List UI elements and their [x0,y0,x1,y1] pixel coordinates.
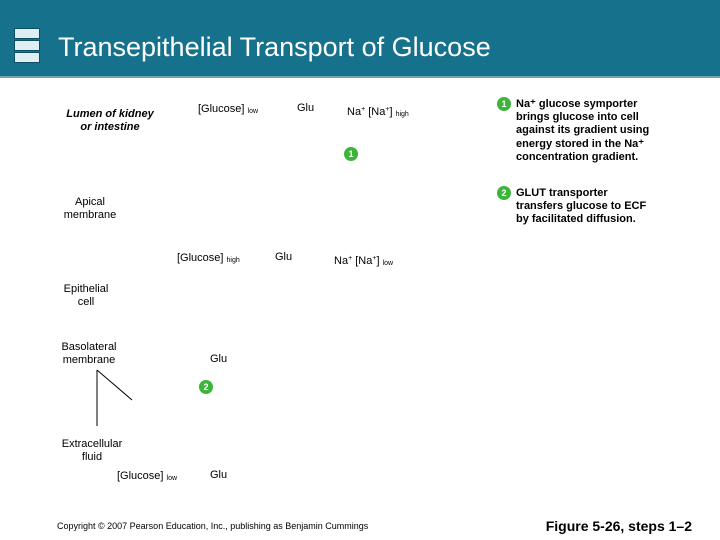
step-2-badge: 2 [497,186,511,200]
figure-label: Figure 5-26, steps 1–2 [545,518,692,534]
page-title: Transepithelial Transport of Glucose [58,32,491,62]
basolateral-connector-diagonal [97,370,132,400]
cell-na-concentration: Na+ [Na+] $_{low}$ [334,255,394,267]
basolateral-glu-label: Glu [210,353,228,365]
step-1-description: Na⁺ glucose symporter brings glucose into cell against its gradient using energy stored in the Na⁺ concentration gradient. [516,98,650,163]
ecf-glucose-concentration: [Glucose] $_{low}$ [117,470,178,482]
step-2-description: GLUT transporter transfers glucose to ECF by facilitated diffusion. [516,187,647,226]
apical-membrane-label: Apical membrane [63,196,117,221]
lumen-glu-label: Glu [297,102,315,114]
extracellular-fluid-label: Extracellular fluid [61,438,123,463]
epithelial-cell-label: Epithelial cell [63,283,109,308]
lumen-na-concentration: Na+ [Na+] $_{high}$ [347,106,409,118]
cell-glucose-concentration: [Glucose] $_{high}$ [177,252,240,264]
step-2-badge-diagram: 2 [199,380,213,394]
step-1-badge-diagram: 1 [344,147,358,161]
ecf-glu-label: Glu [210,469,228,481]
lumen-glucose-concentration: [Glucose] $_{low}$ [198,103,259,115]
copyright-notice: Copyright © 2007 Pearson Education, Inc., publishing as Benjamin Cummings [57,521,369,531]
lumen-label: Lumen of kidney or intestine [66,108,154,133]
cell-glu-label: Glu [275,251,293,263]
basolateral-membrane-label: Basolateral membrane [61,341,117,366]
step-1-badge: 1 [497,97,511,111]
